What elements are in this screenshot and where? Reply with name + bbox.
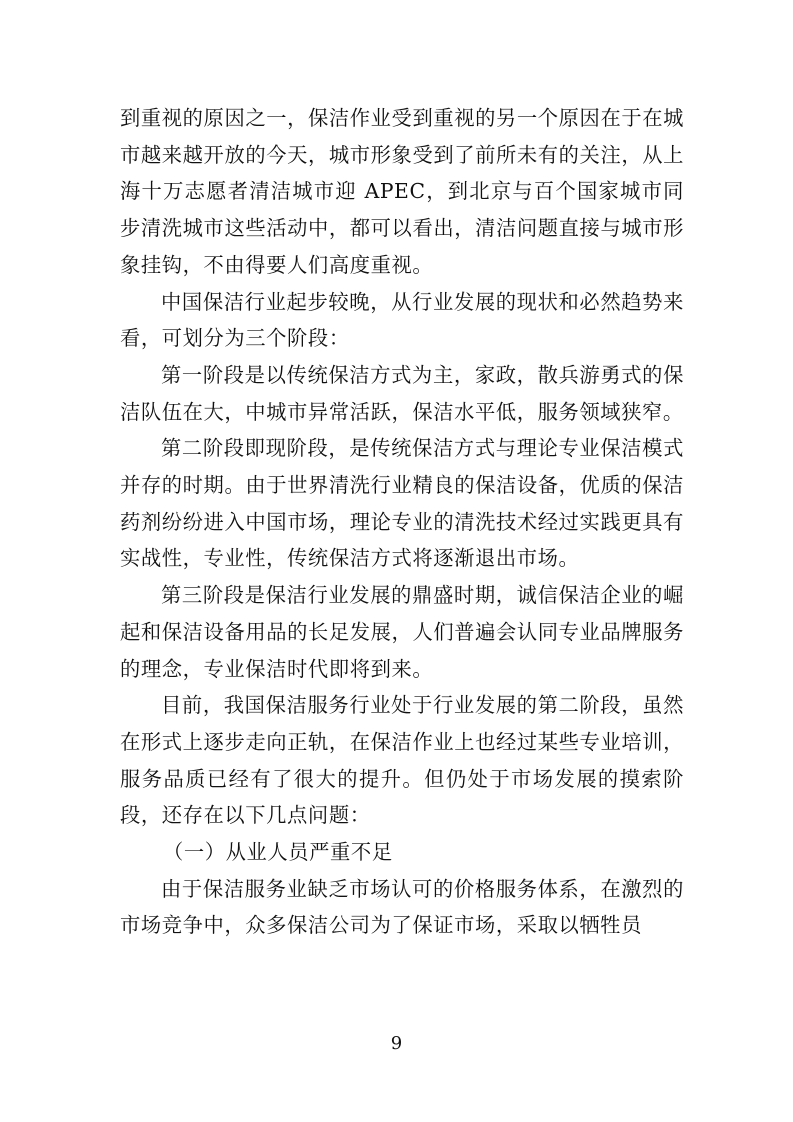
paragraph-continuation: 到重视的原因之一，保洁作业受到重视的另一个原因在于在城市越来越开放的今天，城市形象受到了前所未有的关注，从上海十万志愿者清洁城市迎 APEC，到北京与百个国家城市同步清洗城市这些活动中，都可以看出，清洁问题直接与城市形象挂钩，不由得要人们高度重视。: [120, 106, 684, 277]
paragraph-current-status: 目前，我国保洁服务行业处于行业发展的第二阶段，虽然在形式上逐步走向正轨，在保洁作业上也经过某些专业培训，服务品质已经有了很大的提升。但仍处于市场发展的摸索阶段，还存在以下几点问题：: [120, 693, 684, 828]
paragraph-industry-stages-intro: 中国保洁行业起步较晚，从行业发展的现状和必然趋势来看，可划分为三个阶段：: [120, 289, 684, 351]
section-heading-staff-shortage: （一）从业人员严重不足: [163, 840, 393, 865]
paragraph-stage-one: 第一阶段是以传统保洁方式为主，家政，散兵游勇式的保洁队伍在大，中城市异常活跃，保洁水平低，服务领域狭窄。: [120, 362, 684, 424]
paragraph-stage-three: 第三阶段是保洁行业发展的鼎盛时期，诚信保洁企业的崛起和保洁设备用品的长足发展，人们普遍会认同专业品牌服务的理念，专业保洁时代即将到来。: [120, 583, 684, 681]
paragraph-stage-two: 第二阶段即现阶段，是传统保洁方式与理论专业保洁模式并存的时期。由于世界清洗行业精良的保洁设备，优质的保洁药剂纷纷进入中国市场，理论专业的清洗技术经过实践更具有实战性，专业性，传统保洁方式将逐渐退出市场。: [120, 436, 684, 571]
paragraph-staff-shortage: 由于保洁服务业缺乏市场认可的价格服务体系，在激烈的市场竞争中，众多保洁公司为了保证市场，采取以牺牲员: [120, 876, 684, 938]
body-text: [120, 100, 684, 944]
page-number: 9: [390, 1033, 403, 1054]
